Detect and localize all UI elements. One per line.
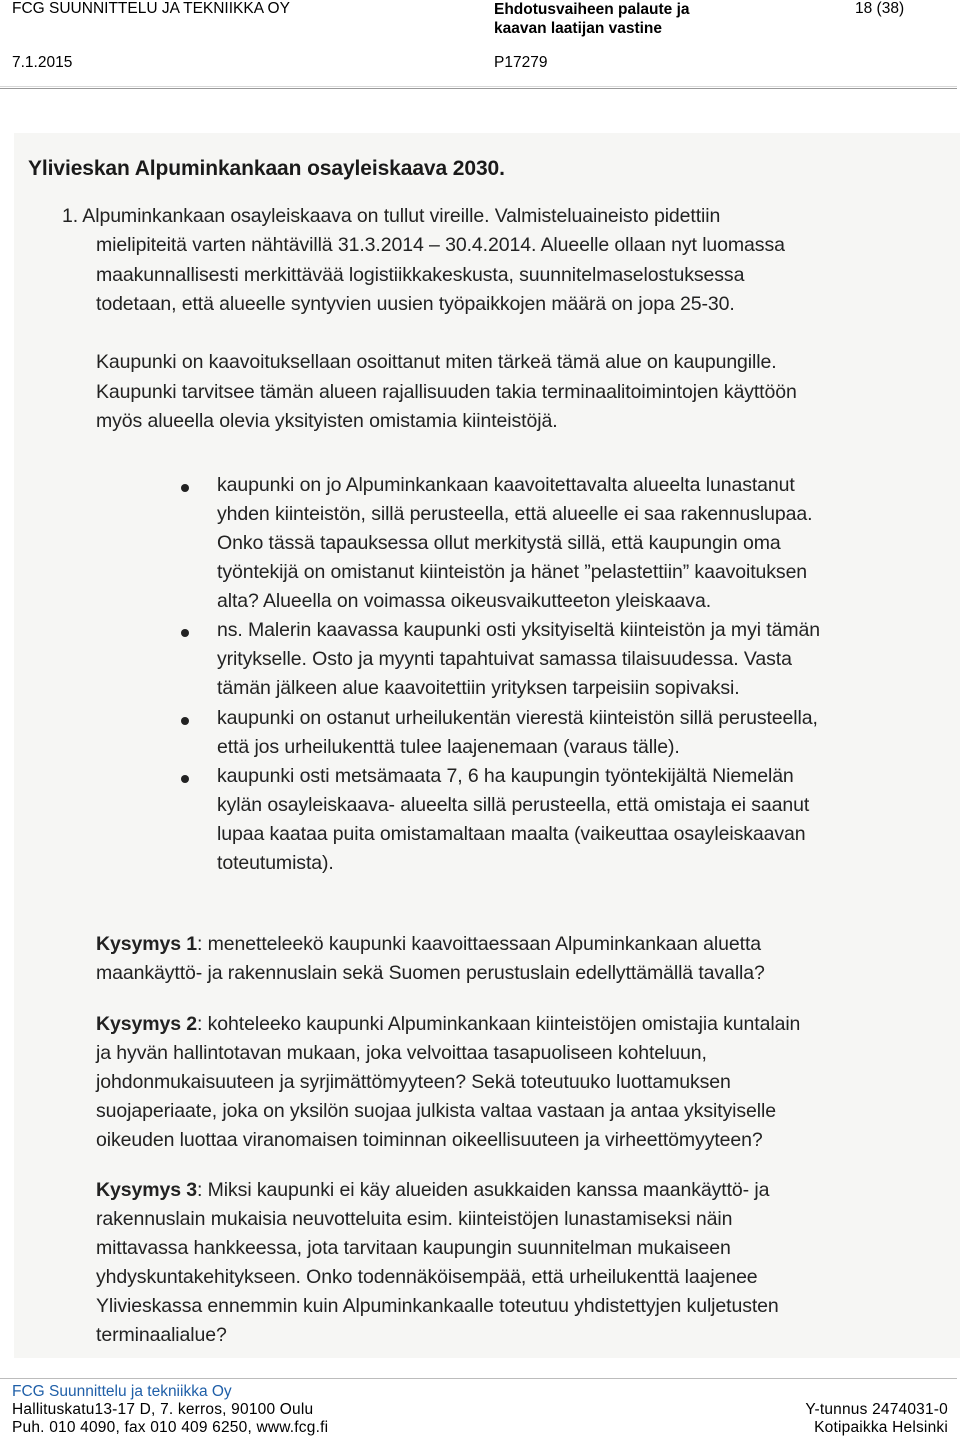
bullet-line: kaupunki on ostanut urheilukentän vierestä kiinteistön sillä perusteella, [217, 707, 818, 729]
bullet-dot [181, 717, 189, 725]
header-title-line-2: kaavan laatijan vastine [494, 20, 663, 37]
bullet-dot [181, 775, 189, 783]
bullet-line: että jos urheilukenttä tulee laajenemaan (varaus tälle). [217, 736, 680, 758]
footer-business-id: Y-tunnus 2474031-0 [805, 1401, 948, 1418]
header-title-line-1: Ehdotusvaiheen palaute ja [494, 1, 690, 18]
question-line: mittavassa hankkeessa, jota tarvitaan kaupungin suunnitelman mukaiseen [96, 1237, 731, 1259]
scanned-letter [14, 133, 960, 1358]
item1-line: 1. Alpuminkankaan osayleiskaava on tullut vireille. Valmisteluaineisto pidettiin [62, 205, 721, 227]
bullet-line: lupaa kaataa puita omistamaltaan maalta (vaikeuttaa osayleiskaavan [217, 823, 806, 845]
paragraph-line: myös alueella olevia yksityisten omistamia kiinteistöjä. [96, 410, 558, 432]
footer-domicile: Kotipaikka Helsinki [814, 1419, 948, 1436]
bullet-line: ns. Malerin kaavassa kaupunki osti yksityiseltä kiinteistön ja myi tämän [217, 619, 820, 641]
bullet-line: kaupunki on jo Alpuminkankaan kaavoitettavalta alueelta lunastanut [217, 474, 795, 496]
bullet-dot [181, 484, 189, 492]
item1-line: mielipiteitä varten nähtävillä 31.3.2014 – 30.4.2014. Alueelle ollaan nyt luomassa [96, 234, 785, 256]
bullet-line: toteutumista). [217, 852, 334, 874]
bullet-line: Onko tässä tapauksessa ollut merkitystä sillä, että kaupungin oma [217, 532, 781, 554]
bullet-line: yhden kiinteistön, sillä perusteella, että alueelle ei saa rakennuslupaa. [217, 503, 813, 525]
header-page-number: 18 (38) [855, 0, 905, 17]
bullet-line: kylän osayleiskaava- alueelta sillä perusteella, että omistaja ei saanut [217, 794, 810, 816]
header-company: FCG SUUNNITTELU JA TEKNIIKKA OY [12, 0, 290, 17]
question-line: oikeuden luottaa viranomaisen toiminnan oikeellisuuteen ja virheettömyyteen? [96, 1129, 763, 1151]
question-label: Kysymys 2 [96, 1013, 198, 1035]
page-header [0, 0, 960, 92]
question-2-first-line [96, 1013, 800, 1036]
item1-line: maakunnallisesti merkittävää logistiikkakeskusta, suunnitelmaselostuksessa [96, 264, 745, 286]
question-text: : kohteleeko kaupunki Alpuminkankaan kiinteistöjen omistajia kuntalain [197, 1013, 801, 1035]
question-line: terminaalialue? [96, 1324, 227, 1346]
question-3-first-line [96, 1179, 769, 1202]
question-1-first-line [96, 933, 761, 956]
paragraph-line: Kaupunki tarvitsee tämän alueen rajallisuuden takia terminaalitoimintojen käyttöön [96, 381, 797, 403]
question-label: Kysymys 1 [96, 933, 198, 955]
question-line: johdonmukaisuuteen ja syrjimättömyyteen? Sekä toteutuuko luottamuksen [96, 1071, 731, 1093]
footer-divider [0, 1378, 957, 1379]
question-line: maankäyttö- ja rakennuslain sekä Suomen perustuslain edellyttämällä tavalla? [96, 962, 765, 984]
question-text: : menetteleekö kaupunki kaavoittaessaan Alpuminkankaan aluetta [197, 933, 762, 955]
header-divider-light [0, 86, 957, 87]
question-line: ja hyvän hallintotavan mukaan, joka velvoittaa tasapuoliseen kohteluun, [96, 1042, 707, 1064]
question-label: Kysymys 3 [96, 1179, 198, 1201]
bullet-line: yritykselle. Osto ja myynti tapahtuivat samassa tilaisuudessa. Vasta [217, 648, 792, 670]
header-document-title [494, 0, 690, 38]
bullet-line: alta? Alueella on voimassa oikeusvaikutteeton yleiskaava. [217, 590, 712, 612]
question-line: rakennuslain mukaisia neuvotteluita esim. kiinteistöjen lunastamiseksi näin [96, 1208, 733, 1230]
letter-title: Ylivieskan Alpuminkankaan osayleiskaava 2030. [28, 157, 505, 180]
header-project-number: P17279 [494, 54, 548, 71]
question-line: Ylivieskassa ennemmin kuin Alpuminkankaalle toteutuu yhdistettyjen kuljetusten [96, 1295, 779, 1317]
bullet-dot [181, 629, 189, 637]
footer-address: Hallituskatu13-17 D, 7. kerros, 90100 Oulu [12, 1401, 314, 1418]
item1-line: todetaan, että alueelle syntyvien uusien työpaikkojen määrä on jopa 25-30. [96, 293, 735, 315]
question-text: : Miksi kaupunki ei käy alueiden asukkaiden kanssa maankäyttö- ja [197, 1179, 770, 1201]
bullet-line: kaupunki osti metsämaata 7, 6 ha kaupungin työntekijältä Niemelän [217, 765, 794, 787]
paragraph-line: Kaupunki on kaavoituksellaan osoittanut miten tärkeä tämä alue on kaupungille. [96, 351, 777, 373]
footer-contact: Puh. 010 4090, fax 010 409 6250, www.fcg.fi [12, 1419, 329, 1436]
footer-company: FCG Suunnittelu ja tekniikka Oy [12, 1383, 232, 1400]
question-line: yhdyskuntakehitykseen. Onko todennäköisempää, että urheilukenttä laajenee [96, 1266, 758, 1288]
header-date: 7.1.2015 [12, 54, 73, 71]
header-divider [0, 88, 957, 89]
bullet-line: tämän jälkeen alue kaavoitettiin yrityksen tarpeisiin sopivaksi. [217, 677, 740, 699]
question-line: suojaperiaate, joka on yksilön suojaa julkista valtaa vastaan ja antaa yksityiselle [96, 1100, 777, 1122]
bullet-line: työntekijä on omistanut kiinteistön ja hänet ”pelastettiin” kaavoituksen [217, 561, 808, 583]
